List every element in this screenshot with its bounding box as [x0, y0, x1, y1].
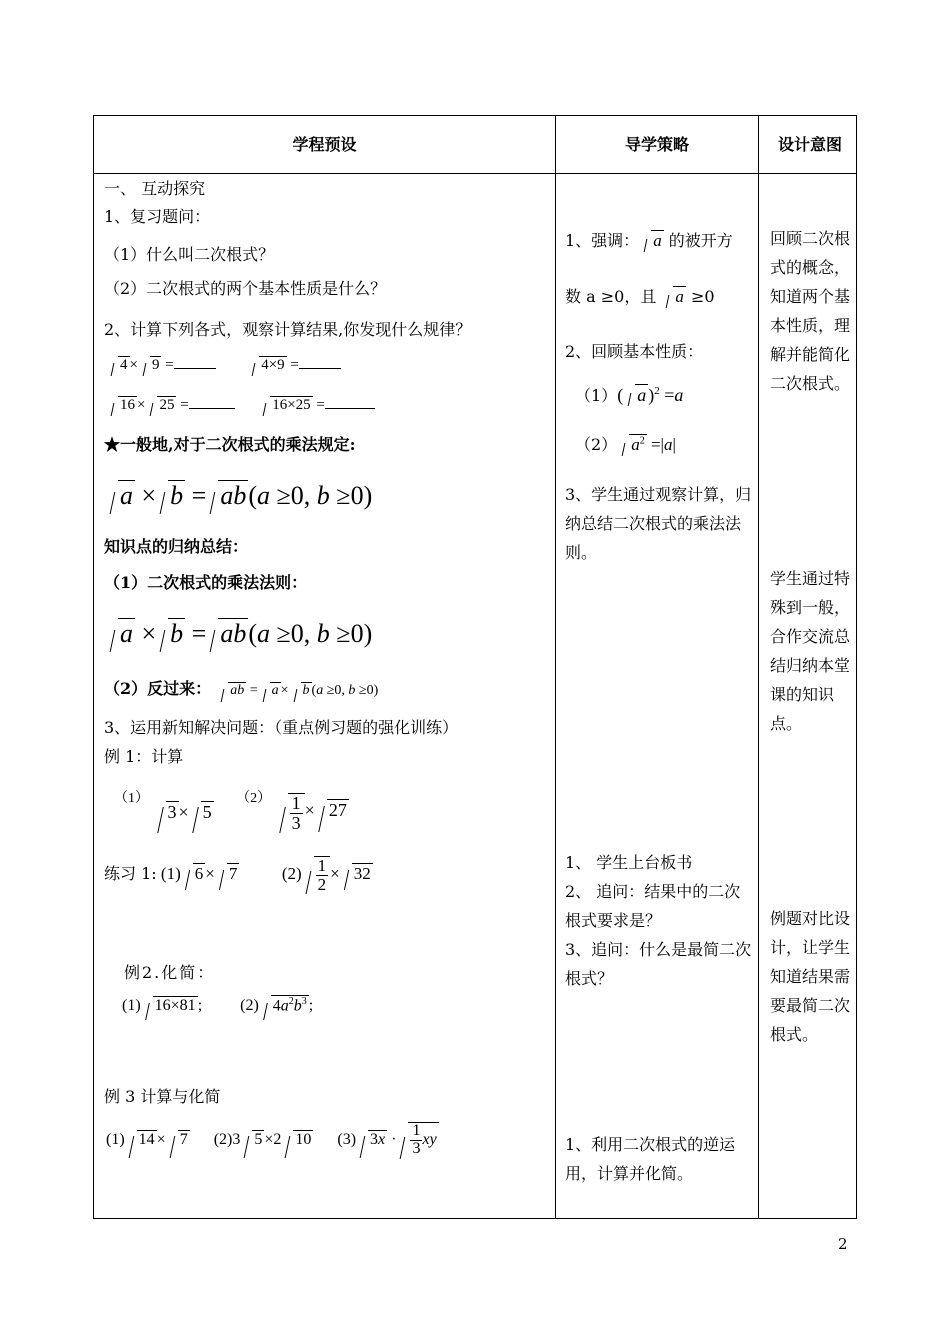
intent-2: 学生通过特殊到一般，合作交流总结归纳本堂课的知识点。 [770, 569, 851, 733]
strategy-1-line-1: 1、强调： a 的被开方 [565, 231, 733, 250]
apply-heading: 3、运用新知解决问题：（重点例习题的强化训练） [104, 718, 459, 737]
example-3-title: 例 3 计算与化简 [104, 1087, 221, 1106]
header-col-intent: 设计意图 [777, 134, 842, 154]
calc-instruction: 2、计算下列各式，观察计算结果,你发现什么规律？ [104, 320, 472, 339]
calc-row-1: 4 × 9 = 4×9 = [106, 354, 341, 376]
strategy-4 [565, 848, 753, 993]
strategy-3: 3、学生通过观察计算，归纳总结二次根式的乘法法则。 [565, 485, 752, 562]
example-2-title: 例2.化简： [124, 963, 216, 982]
practice-1-label: 练习 1: [104, 863, 157, 883]
example-2-items: (1) 16×81 ; (2) $4a^2b^3$ ; [122, 992, 313, 1020]
law-1-formula: a × b = ab(a ≥0, b ≥0) [106, 616, 372, 652]
practice-1: 练习 1: (1) 6 × 7 (2) $\frac{1}{2}$ × 32 [104, 856, 371, 894]
strategy-4-step-1: 1、 学生上台板书 [565, 853, 693, 872]
property-1: （1）( a )$^2$ =a [575, 385, 684, 405]
strategy-2-title: 2、回顾基本性质： [565, 342, 704, 361]
strategy-4-step-2: 2、 追问：结果中的二次根式要求是？ [565, 882, 741, 930]
review-heading: 1、复习题问： [104, 207, 211, 226]
calc-row-2: 16 × 25 = 16×25 = [106, 394, 375, 416]
summary-title: 知识点的归纳总结： [104, 537, 249, 556]
strategy-1-line-2: 数 a ≥0，且 a ≥0 [565, 287, 715, 306]
law-2 [104, 678, 378, 702]
header-col-strategy: 导学策略 [624, 134, 689, 154]
page-number: 2 [838, 1235, 848, 1253]
example-1-title: 例 1：计算 [104, 747, 184, 766]
strategy-4-step-3: 3、追问：什么是最简二次根式？ [565, 940, 752, 988]
question-1: （1）什么叫二次根式？ [104, 245, 275, 264]
intent-1: 回顾二次根式的概念，知道两个基本性质，理解并能简化二次根式。 [770, 229, 851, 393]
section-title: 一、 互动探究 [104, 179, 206, 198]
example-3-items: (1) 14 × 7 (2)3 5 ×2 10 (3) 3x · $\frac{1}{3}$ xy [106, 1122, 437, 1158]
column-divider [555, 116, 556, 1218]
law-2-formula: ab = a × b (a ≥0, b ≥0) [216, 683, 378, 698]
header-divider [94, 173, 856, 174]
lesson-table [93, 115, 857, 1219]
law-2-label: （2）反过来： [104, 679, 212, 698]
question-2: （2）二次根式的两个基本性质是什么？ [104, 279, 387, 298]
example-1-items: $^{(1)}$ 3 × 5 $^{(2)}$ $\frac{1}{3}$ × 27 [114, 788, 349, 834]
property-2: （2） $a^2 =|a|$ [575, 435, 676, 454]
example-1-item-2: （2） [236, 791, 272, 806]
law-1: （1）二次根式的乘法法则： [104, 573, 308, 592]
rule-title: ★一般地,对于二次根式的乘法规定: [104, 435, 356, 454]
column-divider [758, 116, 759, 1218]
strategy-5: 1、利用二次根式的逆运用，计算并化简。 [565, 1135, 736, 1183]
example-1-item-1: （1） [114, 791, 149, 806]
intent-3: 例题对比设计，让学生知道结果需要最简二次根式。 [770, 909, 851, 1044]
multiplication-rule-formula: a × b = ab(a ≥0, b ≥0) [106, 478, 372, 514]
header-col-plan: 学程预设 [292, 134, 357, 154]
